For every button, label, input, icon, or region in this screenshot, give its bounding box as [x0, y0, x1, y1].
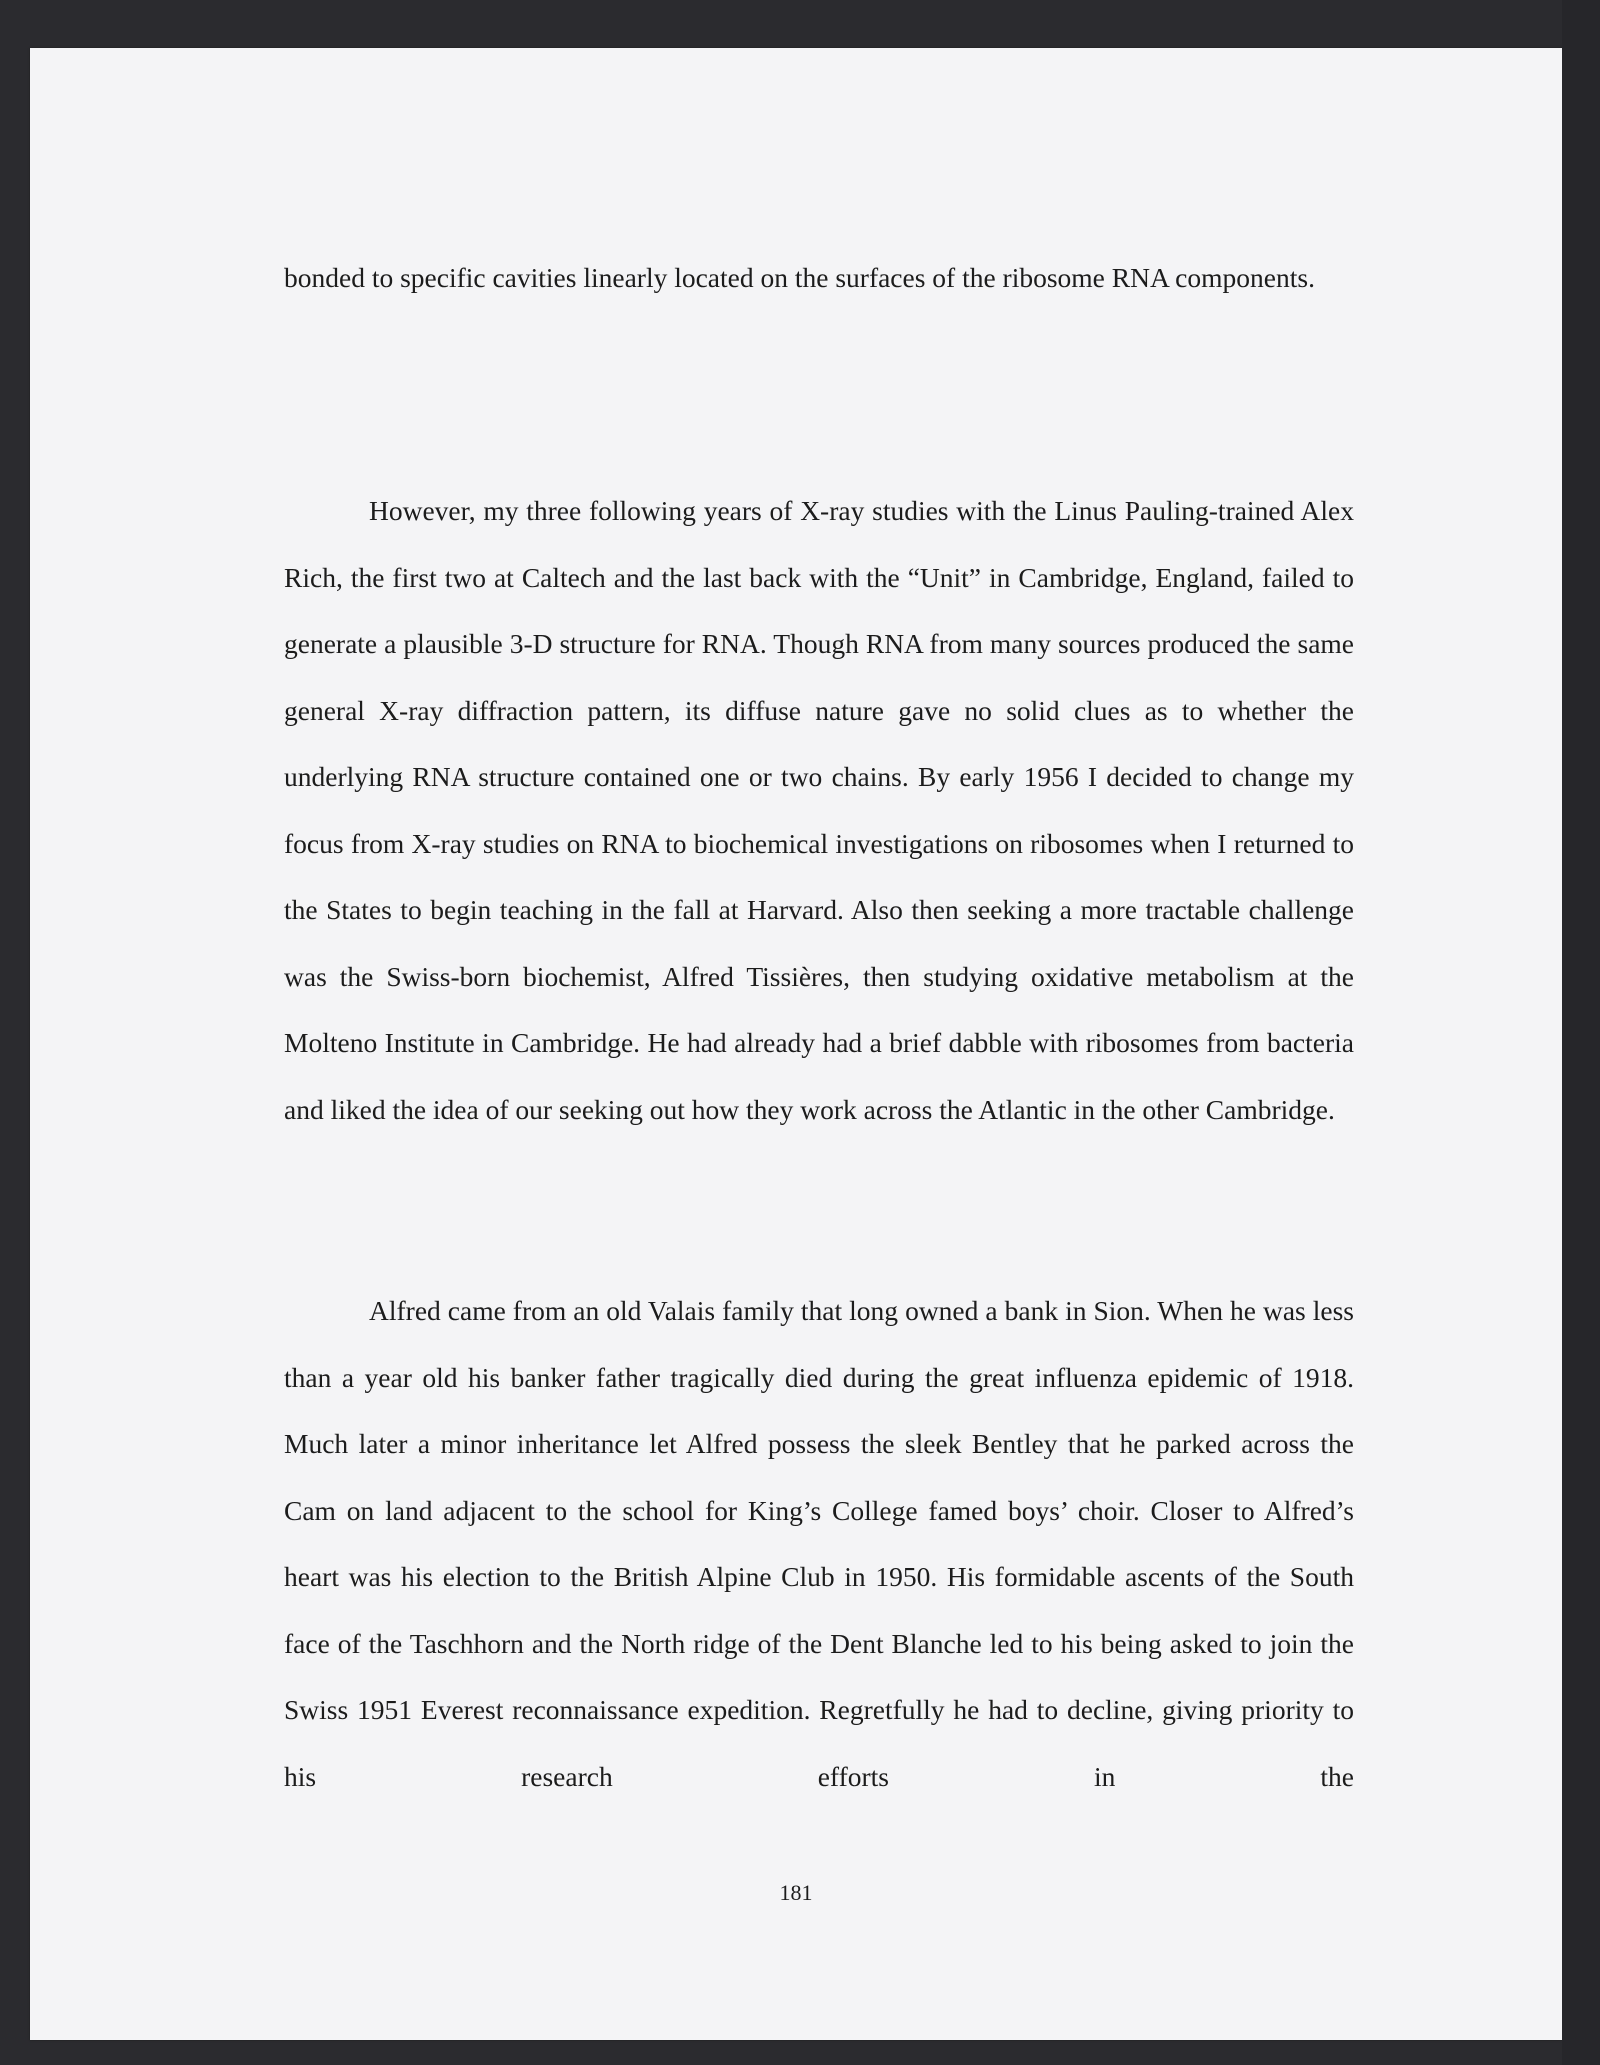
paragraph-3-text: Alfred came from an old Valais family that long owned a bank in Sion. When he was less than a year old his banker father tragically died during the great influenza epidemic of 1918. Much later a minor inheritance let Alfred possess the sleek Bentley that he parked across the Cam on land adjacent to the school for King’s College famed boys’ choir. Closer to Alfred’s heart was his election to the British Alpine Club in 1950. His formidable ascents of the South face of the Taschhorn and the North ridge of the Dent Blanche led to his being asked to join the Swiss 1951 Everest reconnaissance expedition. Regretfully he had to decline, giving priority to his research efforts in the [284, 1295, 1354, 1792]
paragraph-2-text: However, my three following years of X-ray studies with the Linus Pauling-trained Alex Rich, the first two at Caltech and the last back with the “Unit” in Cambridge, England, failed to generate a plausible 3-D structure for RNA. Though RNA from many sources produced the same general X-ray diffraction pattern, its diffuse nature gave no solid clues as to whether the underlying RNA structure contained one or two chains. By early 1956 I decided to change my focus from X-ray studies on RNA to biochemical investigations on ribosomes when I returned to the States to begin teaching in the fall at Harvard. Also then seeking a more tractable challenge was the Swiss-born biochemist, Alfred Tissières, then studying oxidative metabolism at the Molteno Institute in Cambridge. He had already had a brief dabble with ribosomes from bacteria and liked the idea of our seeking out how they work across the Atlantic in the other Cambridge. [284, 495, 1354, 1125]
paragraph-1-text: bonded to specific cavities linearly located on the surfaces of the ribosome RNA components. [284, 262, 1315, 293]
paragraph-2 [284, 478, 1354, 1143]
paragraph-1 [284, 245, 1354, 312]
page-number: 181 [779, 1880, 813, 1905]
paragraph-3 [284, 1278, 1354, 1810]
document-page [30, 48, 1562, 2040]
scan-edge [1562, 0, 1600, 2065]
